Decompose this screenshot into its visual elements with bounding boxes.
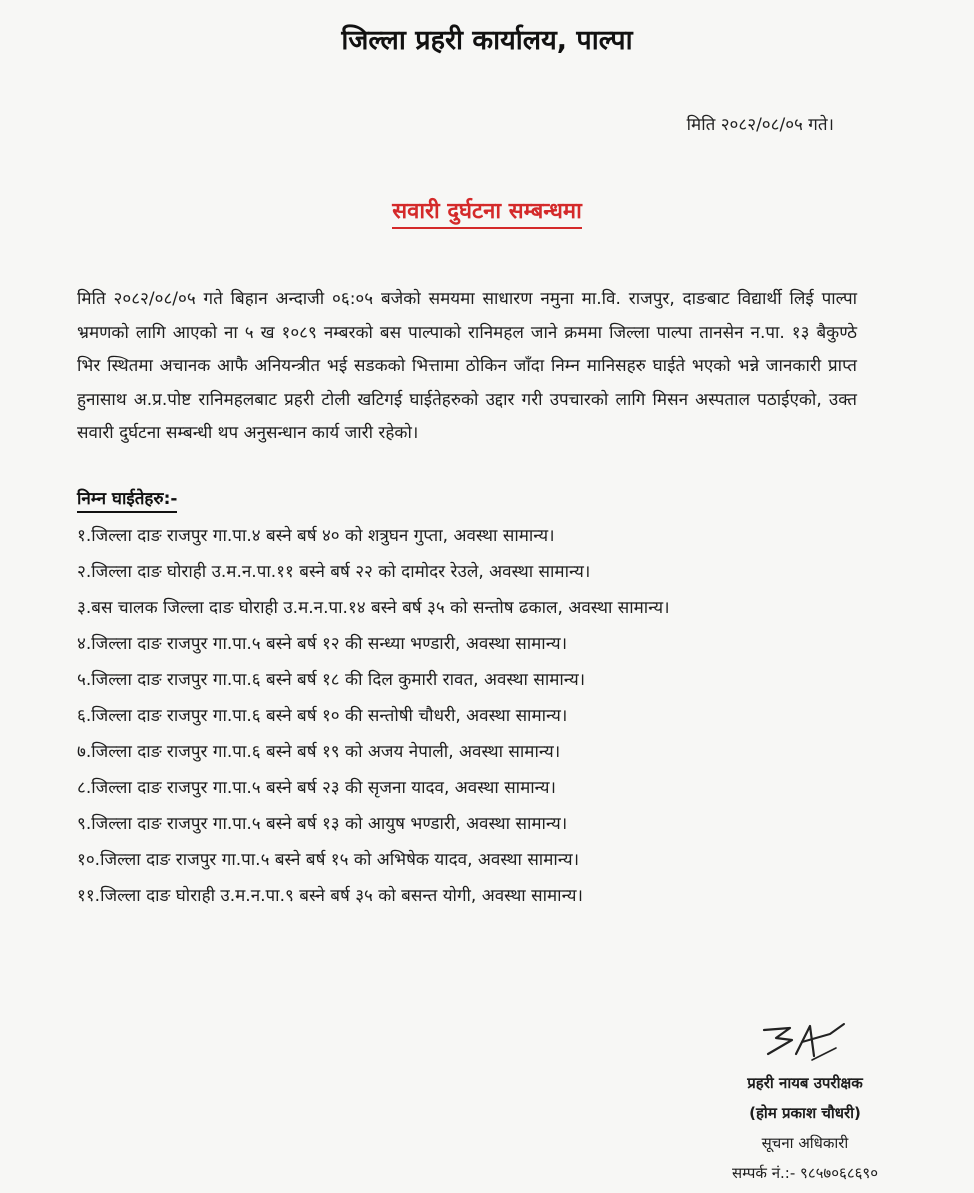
injured-list bbox=[77, 518, 897, 914]
list-item: १०.जिल्ला दाङ राजपुर गा.पा.५ बस्ने बर्ष १५ को अभिषेक यादव, अवस्था सामान्य। bbox=[77, 850, 580, 870]
injured-list-heading: निम्न घाईतेहरु:- bbox=[77, 487, 177, 513]
list-item: २.जिल्ला दाङ घोराही उ.म.न.पा.११ बस्ने बर्ष २२ को दामोदर रेउले, अवस्था सामान्य। bbox=[77, 562, 591, 582]
body-paragraph: मिति २०८२/०८/०५ गते बिहान अन्दाजी ०६:०५ बजेको समयमा साधारण नमुना मा.वि. राजपुर, दाङबाट विद्यार्थी लिई पाल्पा भ्रमणको लागि आएको ना ५ ख १०८९ नम्बरको बस पाल्पाको रानिमहल जाने क्रममा जिल्ला पाल्पा तानसेन न.पा. १३ बैकुण्ठे भिर स्थितमा अचानक आफै अनियन्त्रीत भई सडकको भित्तामा ठोकिन जाँदा निम्न मानिसहरु घाईते भएको भन्ने जानकारी प्राप्त हुनासाथ अ.प्र.पोष्ट रानिमहलबाट प्रहरी टोली खटिगई घाईतेहरुको उद्दार गरी उपचारको लागि मिसन अस्पताल पठाईएको, उक्त सवारी दुर्घटना सम्बन्धी थप अनुसन्धान कार्य जारी रहेको। bbox=[77, 289, 857, 443]
list-item: ८.जिल्ला दाङ राजपुर गा.पा.५ बस्ने बर्ष २३ की सृजना यादव, अवस्था सामान्य। bbox=[77, 778, 556, 798]
list-item: १.जिल्ला दाङ राजपुर गा.पा.४ बस्ने बर्ष ४० को शत्रुघन गुप्ता, अवस्था सामान्य। bbox=[77, 526, 555, 546]
list-item: ११.जिल्ला दाङ घोराही उ.म.न.पा.९ बस्ने बर्ष ३५ को बसन्त योगी, अवस्था सामान्य। bbox=[77, 886, 583, 906]
signatory-block bbox=[690, 1068, 920, 1188]
subject-heading: सवारी दुर्घटना सम्बन्धमा bbox=[392, 199, 582, 229]
list-item: ६.जिल्ला दाङ राजपुर गा.पा.६ बस्ने बर्ष १० की सन्तोषी चौधरी, अवस्था सामान्य। bbox=[77, 706, 568, 726]
signatory-title: प्रहरी नायब उपरीक्षक bbox=[747, 1074, 863, 1092]
signatory-role: सूचना अधिकारी bbox=[761, 1134, 849, 1152]
signatory-contact: सम्पर्क नं.:- ९८५७०६८६९० bbox=[731, 1164, 879, 1182]
list-item: ७.जिल्ला दाङ राजपुर गा.पा.६ बस्ने बर्ष १९ को अजय नेपाली, अवस्था सामान्य। bbox=[77, 742, 561, 762]
list-item: ५.जिल्ला दाङ राजपुर गा.पा.६ बस्ने बर्ष १८ की दिल कुमारी रावत, अवस्था सामान्य। bbox=[77, 670, 586, 690]
handwritten-signature bbox=[752, 1020, 852, 1065]
document-date: मिति २०८२/०८/०५ गते। bbox=[686, 115, 834, 135]
list-item: ३.बस चालक जिल्ला दाङ घोराही उ.म.न.पा.१४ बस्ने बर्ष ३५ को सन्तोष ढकाल, अवस्था सामान्य। bbox=[77, 598, 670, 618]
office-title: जिल्ला प्रहरी कार्यालय, पाल्पा bbox=[341, 25, 633, 56]
signatory-name: (होम प्रकाश चौधरी) bbox=[749, 1104, 861, 1122]
subject-heading-wrapper bbox=[0, 195, 974, 225]
list-item: ४.जिल्ला दाङ राजपुर गा.पा.५ बस्ने बर्ष १२ की सन्ध्या भण्डारी, अवस्था सामान्य। bbox=[77, 634, 568, 654]
list-item: ९.जिल्ला दाङ राजपुर गा.पा.५ बस्ने बर्ष १३ को आयुष भण्डारी, अवस्था सामान्य। bbox=[77, 814, 568, 834]
